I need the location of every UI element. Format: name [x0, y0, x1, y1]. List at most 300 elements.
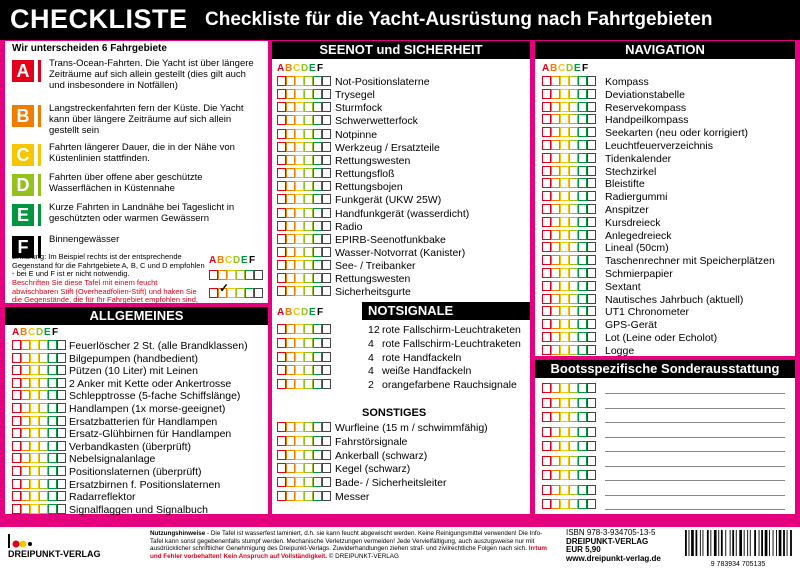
- checkbox-a[interactable]: [277, 260, 286, 270]
- checkbox-e[interactable]: [313, 76, 322, 86]
- checkbox-d[interactable]: [39, 340, 48, 350]
- checkbox-f[interactable]: [587, 441, 596, 451]
- checkbox-b[interactable]: [21, 479, 30, 489]
- checkbox-e[interactable]: [578, 412, 587, 422]
- checkbox-d[interactable]: [304, 436, 313, 446]
- checkbox-c[interactable]: [295, 234, 304, 244]
- checkbox-d[interactable]: [569, 153, 578, 163]
- checkbox-a[interactable]: [277, 155, 286, 165]
- checkbox-a[interactable]: [12, 466, 21, 476]
- checkbox-f[interactable]: [254, 288, 263, 298]
- checkbox-f[interactable]: [587, 114, 596, 124]
- checkbox-b[interactable]: [286, 89, 295, 99]
- checkbox-d[interactable]: [39, 479, 48, 489]
- checkbox-c[interactable]: [560, 345, 569, 355]
- checkbox-e[interactable]: [578, 383, 587, 393]
- checkbox-c[interactable]: [30, 353, 39, 363]
- checkbox-b[interactable]: [286, 286, 295, 296]
- checkbox-e[interactable]: [578, 114, 587, 124]
- checkbox-f[interactable]: [57, 378, 66, 388]
- checkbox-b[interactable]: [218, 270, 227, 280]
- checkbox-f[interactable]: [57, 390, 66, 400]
- checkbox-b[interactable]: [286, 247, 295, 257]
- checkbox-d[interactable]: [569, 383, 578, 393]
- checkbox-b[interactable]: [551, 217, 560, 227]
- checkbox-c[interactable]: [30, 416, 39, 426]
- checkbox-e[interactable]: [313, 477, 322, 487]
- checkbox-d[interactable]: [569, 217, 578, 227]
- checkbox-a[interactable]: [277, 115, 286, 125]
- checkbox-e[interactable]: [313, 115, 322, 125]
- checkbox-d[interactable]: [39, 416, 48, 426]
- checkbox-d[interactable]: [569, 255, 578, 265]
- checkbox-f[interactable]: [587, 102, 596, 112]
- checkbox-a[interactable]: [12, 504, 21, 514]
- checkbox-c[interactable]: [30, 466, 39, 476]
- checkbox-f[interactable]: [587, 332, 596, 342]
- checkbox-c[interactable]: [30, 441, 39, 451]
- checkbox-f[interactable]: [322, 379, 331, 389]
- checkbox-b[interactable]: [551, 230, 560, 240]
- checkbox-c[interactable]: [295, 181, 304, 191]
- checkbox-a[interactable]: [542, 89, 551, 99]
- checkbox-d[interactable]: [304, 491, 313, 501]
- checkbox-c[interactable]: [560, 485, 569, 495]
- example-checkbox-row[interactable]: [209, 269, 265, 281]
- checkbox-a[interactable]: [542, 412, 551, 422]
- checkbox-b[interactable]: [551, 441, 560, 451]
- checkbox-f[interactable]: [587, 166, 596, 176]
- checkbox-e[interactable]: [578, 398, 587, 408]
- checkbox-a[interactable]: [277, 491, 286, 501]
- checkbox-b[interactable]: [551, 306, 560, 316]
- checkbox-a[interactable]: [277, 273, 286, 283]
- checkbox-f[interactable]: [322, 142, 331, 152]
- checkbox-d[interactable]: [569, 398, 578, 408]
- checkbox-a[interactable]: [277, 89, 286, 99]
- checkbox-a[interactable]: [277, 247, 286, 257]
- checkbox-f[interactable]: [587, 242, 596, 252]
- checkbox-c[interactable]: [295, 194, 304, 204]
- checkbox-e[interactable]: [313, 352, 322, 362]
- checkbox-c[interactable]: [560, 89, 569, 99]
- checkbox-c[interactable]: [560, 499, 569, 509]
- checkbox-b[interactable]: [21, 353, 30, 363]
- checkbox-a[interactable]: [542, 242, 551, 252]
- checkbox-c[interactable]: [295, 379, 304, 389]
- checkbox-e[interactable]: [313, 450, 322, 460]
- checkbox-b[interactable]: [286, 491, 295, 501]
- checkbox-d[interactable]: [304, 477, 313, 487]
- checkbox-e[interactable]: [313, 365, 322, 375]
- checkbox-c[interactable]: [560, 102, 569, 112]
- checkbox-d[interactable]: [569, 140, 578, 150]
- checkbox-f[interactable]: [587, 268, 596, 278]
- checkbox-e[interactable]: [578, 281, 587, 291]
- checkbox-a[interactable]: [12, 416, 21, 426]
- checkbox-a[interactable]: [542, 345, 551, 355]
- checkbox-f[interactable]: [322, 338, 331, 348]
- checkbox-d[interactable]: [569, 412, 578, 422]
- checkbox-c[interactable]: [295, 168, 304, 178]
- checkbox-f[interactable]: [587, 127, 596, 137]
- checkbox-c[interactable]: [560, 114, 569, 124]
- write-line[interactable]: [605, 509, 785, 510]
- checkbox-b[interactable]: [286, 76, 295, 86]
- checkbox-c[interactable]: [295, 89, 304, 99]
- checkbox-b[interactable]: [21, 365, 30, 375]
- checkbox-b[interactable]: [21, 403, 30, 413]
- checkbox-c[interactable]: [30, 378, 39, 388]
- checkbox-c[interactable]: [560, 383, 569, 393]
- checkbox-a[interactable]: [277, 450, 286, 460]
- checkbox-e[interactable]: [578, 319, 587, 329]
- checkbox-b[interactable]: [286, 273, 295, 283]
- checkbox-d[interactable]: [39, 491, 48, 501]
- checkbox-a[interactable]: [209, 270, 218, 280]
- checkbox-b[interactable]: [286, 324, 295, 334]
- checkbox-f[interactable]: [322, 286, 331, 296]
- checkbox-c[interactable]: [560, 140, 569, 150]
- checkbox-b[interactable]: [21, 466, 30, 476]
- checkbox-f[interactable]: [57, 403, 66, 413]
- checkbox-b[interactable]: [286, 155, 295, 165]
- checkbox-a[interactable]: [277, 379, 286, 389]
- checkbox-f[interactable]: [587, 427, 596, 437]
- checkbox-c[interactable]: [295, 422, 304, 432]
- checkbox-a[interactable]: [277, 352, 286, 362]
- checkbox-c[interactable]: [560, 204, 569, 214]
- checkbox-f[interactable]: [587, 230, 596, 240]
- checkbox-a[interactable]: [277, 102, 286, 112]
- checkbox-f[interactable]: [587, 294, 596, 304]
- checkbox-b[interactable]: [286, 102, 295, 112]
- checkbox-c[interactable]: [295, 129, 304, 139]
- checkbox-e[interactable]: [578, 345, 587, 355]
- checkbox-f[interactable]: [322, 194, 331, 204]
- checkbox-b[interactable]: [551, 255, 560, 265]
- checkbox-f[interactable]: [322, 260, 331, 270]
- checkbox-a[interactable]: [542, 427, 551, 437]
- checkbox-f[interactable]: [322, 324, 331, 334]
- checkbox-d[interactable]: [569, 102, 578, 112]
- checkbox-c[interactable]: [560, 441, 569, 451]
- checkbox-e[interactable]: [48, 504, 57, 514]
- checkbox-a[interactable]: [277, 208, 286, 218]
- checkbox-b[interactable]: [551, 242, 560, 252]
- checkbox-f[interactable]: [587, 412, 596, 422]
- checkbox-a[interactable]: [277, 221, 286, 231]
- checkbox-b[interactable]: [551, 294, 560, 304]
- checkbox-d[interactable]: [304, 194, 313, 204]
- checkbox-a[interactable]: [542, 140, 551, 150]
- checkbox-d[interactable]: [569, 470, 578, 480]
- checkbox-c[interactable]: [295, 450, 304, 460]
- checkbox-d[interactable]: [569, 345, 578, 355]
- checkbox-c[interactable]: [560, 332, 569, 342]
- checkbox-d[interactable]: [569, 191, 578, 201]
- checkbox-e[interactable]: [48, 378, 57, 388]
- checkbox-c[interactable]: [295, 352, 304, 362]
- checkbox-d[interactable]: [569, 281, 578, 291]
- write-line[interactable]: [605, 451, 785, 452]
- checkbox-c[interactable]: [560, 127, 569, 137]
- checkbox-b[interactable]: [286, 463, 295, 473]
- checkbox-e[interactable]: [578, 76, 587, 86]
- checkbox-f[interactable]: [322, 247, 331, 257]
- checkbox-c[interactable]: [560, 427, 569, 437]
- checkbox-a[interactable]: [542, 166, 551, 176]
- checkbox-d[interactable]: [569, 499, 578, 509]
- checkbox-a[interactable]: [542, 470, 551, 480]
- checkbox-e[interactable]: [578, 306, 587, 316]
- checkbox-e[interactable]: [313, 102, 322, 112]
- checkbox-f[interactable]: [322, 208, 331, 218]
- checkbox-a[interactable]: [542, 178, 551, 188]
- checkbox-b[interactable]: [286, 436, 295, 446]
- checkbox-f[interactable]: [587, 485, 596, 495]
- checkbox-d[interactable]: [569, 485, 578, 495]
- checkbox-d[interactable]: [569, 268, 578, 278]
- checkbox-b[interactable]: [551, 456, 560, 466]
- checkbox-d[interactable]: [304, 450, 313, 460]
- checkbox-e[interactable]: [48, 453, 57, 463]
- checkbox-b[interactable]: [21, 504, 30, 514]
- checkbox-e[interactable]: [578, 456, 587, 466]
- checkbox-c[interactable]: [295, 247, 304, 257]
- checkbox-a[interactable]: [277, 181, 286, 191]
- checkbox-c[interactable]: [295, 76, 304, 86]
- checkbox-c[interactable]: [295, 365, 304, 375]
- checkbox-c[interactable]: [295, 463, 304, 473]
- checkbox-e[interactable]: [578, 166, 587, 176]
- checkbox-f[interactable]: [322, 234, 331, 244]
- checkbox-f[interactable]: [587, 76, 596, 86]
- checkbox-b[interactable]: [551, 127, 560, 137]
- checkbox-f[interactable]: [587, 306, 596, 316]
- checkbox-d[interactable]: [304, 115, 313, 125]
- checkbox-f[interactable]: [57, 466, 66, 476]
- checkbox-c[interactable]: [560, 230, 569, 240]
- checkbox-b[interactable]: [551, 204, 560, 214]
- checkbox-e[interactable]: [313, 168, 322, 178]
- checkbox-a[interactable]: [542, 294, 551, 304]
- checkbox-e[interactable]: [313, 247, 322, 257]
- checkbox-f[interactable]: [57, 504, 66, 514]
- checkbox-d[interactable]: [569, 306, 578, 316]
- checkbox-f[interactable]: [322, 352, 331, 362]
- checkbox-b[interactable]: [21, 441, 30, 451]
- checkbox-d[interactable]: [39, 504, 48, 514]
- checkbox-b[interactable]: [286, 379, 295, 389]
- checkbox-a[interactable]: [542, 76, 551, 86]
- checkbox-f[interactable]: [587, 345, 596, 355]
- checkbox-b[interactable]: [21, 428, 30, 438]
- checkbox-f[interactable]: [57, 340, 66, 350]
- checkbox-c[interactable]: [560, 319, 569, 329]
- checkbox-c[interactable]: [560, 217, 569, 227]
- checkbox-d[interactable]: [304, 352, 313, 362]
- checkbox-d[interactable]: [569, 204, 578, 214]
- checkbox-d[interactable]: [304, 338, 313, 348]
- checkbox-f[interactable]: [587, 398, 596, 408]
- checkbox-d[interactable]: [304, 260, 313, 270]
- checkbox-c[interactable]: [560, 255, 569, 265]
- checkbox-a[interactable]: [277, 76, 286, 86]
- checkbox-f[interactable]: [587, 281, 596, 291]
- checkbox-c[interactable]: [295, 436, 304, 446]
- checkbox-f[interactable]: [322, 181, 331, 191]
- checkbox-b[interactable]: [286, 221, 295, 231]
- checkbox-c[interactable]: [560, 166, 569, 176]
- checkbox-e[interactable]: [578, 191, 587, 201]
- checkbox-b[interactable]: [551, 470, 560, 480]
- checkbox-c[interactable]: [30, 428, 39, 438]
- checkbox-e[interactable]: [48, 428, 57, 438]
- checkbox-e[interactable]: [578, 178, 587, 188]
- checkbox-d[interactable]: [304, 365, 313, 375]
- checkbox-b[interactable]: [551, 114, 560, 124]
- checkbox-a[interactable]: [277, 129, 286, 139]
- checkbox-d[interactable]: [304, 221, 313, 231]
- checkbox-a[interactable]: [542, 217, 551, 227]
- checkbox-a[interactable]: [12, 403, 21, 413]
- checkbox-e[interactable]: [578, 102, 587, 112]
- checkbox-d[interactable]: [39, 453, 48, 463]
- checkbox-e[interactable]: [313, 155, 322, 165]
- checkbox-b[interactable]: [286, 338, 295, 348]
- checkbox-c[interactable]: [30, 365, 39, 375]
- checkbox-b[interactable]: [286, 422, 295, 432]
- checkbox-a[interactable]: [209, 288, 218, 298]
- checkbox-a[interactable]: [12, 390, 21, 400]
- checkbox-e[interactable]: [313, 234, 322, 244]
- checkbox-d[interactable]: [304, 102, 313, 112]
- checkbox-e[interactable]: [245, 270, 254, 280]
- checkbox-f[interactable]: [587, 470, 596, 480]
- checkbox-e[interactable]: [313, 422, 322, 432]
- checkbox-c[interactable]: [295, 273, 304, 283]
- checkbox-f[interactable]: [254, 270, 263, 280]
- checkbox-f[interactable]: [587, 89, 596, 99]
- checkbox-a[interactable]: [542, 441, 551, 451]
- checkbox-c[interactable]: [560, 242, 569, 252]
- checkbox-c[interactable]: [560, 306, 569, 316]
- checkbox-d[interactable]: [304, 247, 313, 257]
- checkbox-a[interactable]: [542, 383, 551, 393]
- checkbox-b[interactable]: [551, 153, 560, 163]
- checkbox-e[interactable]: [313, 181, 322, 191]
- checkbox-c[interactable]: [227, 270, 236, 280]
- checkbox-e[interactable]: [578, 127, 587, 137]
- checkbox-e[interactable]: [48, 365, 57, 375]
- checkbox-d[interactable]: [39, 428, 48, 438]
- checkbox-e[interactable]: [48, 441, 57, 451]
- checkbox-e[interactable]: [578, 427, 587, 437]
- checkbox-e[interactable]: [578, 441, 587, 451]
- checkbox-b[interactable]: [551, 499, 560, 509]
- checkbox-b[interactable]: [286, 234, 295, 244]
- checkbox-e[interactable]: [578, 294, 587, 304]
- checkbox-c[interactable]: [295, 102, 304, 112]
- checkbox-e[interactable]: [48, 403, 57, 413]
- checkbox-a[interactable]: [277, 436, 286, 446]
- checkbox-a[interactable]: [12, 453, 21, 463]
- checkbox-f[interactable]: [587, 456, 596, 466]
- checkbox-a[interactable]: [542, 268, 551, 278]
- checkbox-d[interactable]: [569, 178, 578, 188]
- checkbox-e[interactable]: [578, 89, 587, 99]
- checkbox-d[interactable]: [304, 76, 313, 86]
- checkbox-a[interactable]: [542, 191, 551, 201]
- checkbox-d[interactable]: [304, 324, 313, 334]
- checkbox-f[interactable]: [322, 115, 331, 125]
- checkbox-b[interactable]: [551, 398, 560, 408]
- checkbox-e[interactable]: [578, 140, 587, 150]
- checkbox-c[interactable]: [560, 456, 569, 466]
- checkbox-e[interactable]: [578, 153, 587, 163]
- checkbox-b[interactable]: [286, 142, 295, 152]
- checkbox-c[interactable]: [560, 191, 569, 201]
- checkbox-d[interactable]: [304, 463, 313, 473]
- checkbox-d[interactable]: [39, 378, 48, 388]
- checkbox-a[interactable]: [542, 332, 551, 342]
- checkbox-c[interactable]: [295, 491, 304, 501]
- checkbox-a[interactable]: [542, 398, 551, 408]
- checkbox-e[interactable]: [313, 194, 322, 204]
- checkbox-c[interactable]: [295, 324, 304, 334]
- checkbox-c[interactable]: [295, 338, 304, 348]
- checkbox-f[interactable]: [322, 89, 331, 99]
- checkbox-a[interactable]: [542, 102, 551, 112]
- checkbox-c[interactable]: [295, 142, 304, 152]
- checkbox-c[interactable]: [295, 477, 304, 487]
- checkbox-c[interactable]: [30, 390, 39, 400]
- checkbox-c[interactable]: [560, 153, 569, 163]
- checkbox-f[interactable]: [322, 450, 331, 460]
- checkbox-d[interactable]: [39, 441, 48, 451]
- checkbox-c[interactable]: [560, 294, 569, 304]
- checkbox-b[interactable]: [21, 390, 30, 400]
- checkbox-a[interactable]: [542, 485, 551, 495]
- checkbox-f[interactable]: [322, 221, 331, 231]
- checkbox-d[interactable]: [304, 89, 313, 99]
- checkbox-f[interactable]: [587, 255, 596, 265]
- checkbox-c[interactable]: [560, 470, 569, 480]
- write-line[interactable]: [605, 495, 785, 496]
- checkbox-a[interactable]: [12, 479, 21, 489]
- write-line[interactable]: [605, 408, 785, 409]
- checkbox-e[interactable]: [313, 260, 322, 270]
- checkbox-b[interactable]: [286, 260, 295, 270]
- checkbox-a[interactable]: [277, 422, 286, 432]
- checkbox-c[interactable]: [295, 208, 304, 218]
- checkbox-d[interactable]: [304, 129, 313, 139]
- checkbox-d[interactable]: [304, 181, 313, 191]
- checkbox-e[interactable]: [313, 436, 322, 446]
- checkbox-b[interactable]: [551, 412, 560, 422]
- checkbox-e[interactable]: [313, 491, 322, 501]
- checkbox-f[interactable]: [57, 416, 66, 426]
- checkbox-a[interactable]: [542, 281, 551, 291]
- checkbox-a[interactable]: [12, 365, 21, 375]
- checkbox-a[interactable]: [542, 255, 551, 265]
- checkbox-d[interactable]: [569, 114, 578, 124]
- checkbox-f[interactable]: [587, 499, 596, 509]
- checkbox-e[interactable]: [313, 142, 322, 152]
- checkbox-d[interactable]: [304, 379, 313, 389]
- checkbox-b[interactable]: [551, 140, 560, 150]
